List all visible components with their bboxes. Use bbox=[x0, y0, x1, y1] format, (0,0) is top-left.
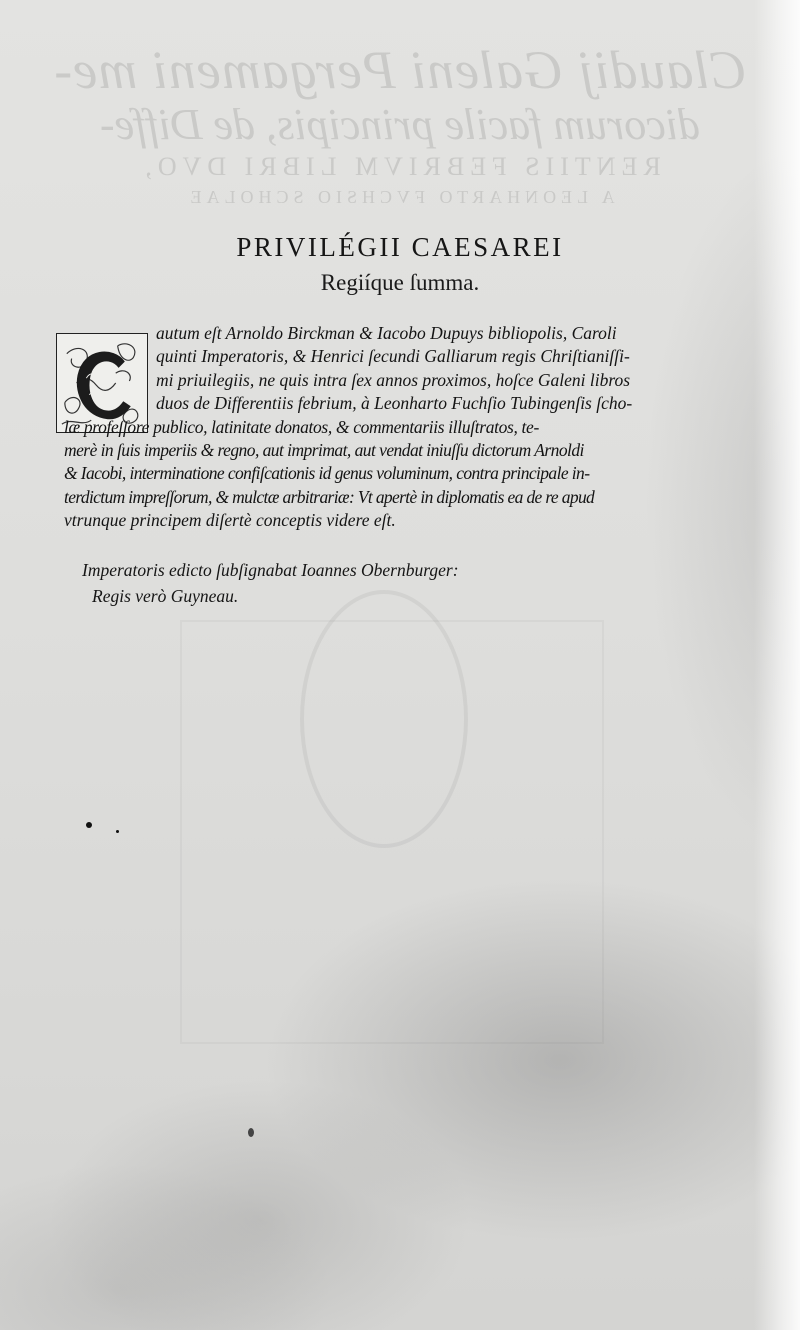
text-line: quinti Imperatoris, & Henrici ſecundi Galliarum regis Chriſtianiſſi- bbox=[156, 346, 630, 367]
text-line: duos de Differentiis febrium, à Leonharto Fuchſio Tubingenſis ſcho- bbox=[156, 393, 633, 414]
text-line: & Iacobi, interminatione confiſcationis id genus voluminum, contra principale in- bbox=[64, 463, 590, 484]
bleed-through-line: RENTIIS FEBRIVM LIBRI DVO, bbox=[139, 152, 661, 181]
page-edge-highlight bbox=[754, 0, 800, 1330]
text-line: terdictum impreſſorum, & mulctæ arbitrariæ: Vt apertè in diplomatis ea de re apud bbox=[64, 486, 595, 507]
bleed-through-line: Claudij Galeni Pergameni me- bbox=[53, 40, 747, 100]
privilege-text bbox=[64, 322, 744, 533]
privilege-title: PRIVILÉGII CAESAREI bbox=[236, 232, 564, 262]
bleed-through-text bbox=[0, 40, 800, 210]
text-line: mi priuilegiis, ne quis intra ſex annos proximos, hoſce Galeni libros bbox=[156, 369, 631, 390]
imperial-signature-line: Imperatoris edicto ſubſignabat Ioannes Obernburger: bbox=[82, 560, 459, 580]
text-line: autum eſt Arnoldo Birckman & Iacobo Dupuys bibliopolis, Caroli bbox=[156, 323, 617, 343]
text-line: vtrunque principem diſertè conceptis videre eſt. bbox=[64, 510, 396, 531]
ink-spot bbox=[248, 1128, 254, 1137]
bleed-through-oval bbox=[300, 590, 468, 848]
bleed-through-line: A LEONHARTO FVCHSIO SCHOLAE bbox=[185, 187, 615, 207]
privilege-subtitle: Regiíque ſumma. bbox=[320, 270, 480, 295]
text-line: merè in ſuis imperiis & regno, aut imprimat, aut vendat iniuſſu dictorum Arnoldi bbox=[64, 440, 584, 461]
text-line: læ profeſſore publico, latinitate donatos, & commentariis illuſtratos, te- bbox=[64, 416, 539, 437]
ink-spot bbox=[86, 822, 92, 828]
royal-signature-line: Regis verò Guyneau. bbox=[92, 586, 239, 606]
ink-spot bbox=[116, 830, 119, 833]
bleed-through-line: dicorum facile principis, de Diffe- bbox=[100, 100, 700, 149]
